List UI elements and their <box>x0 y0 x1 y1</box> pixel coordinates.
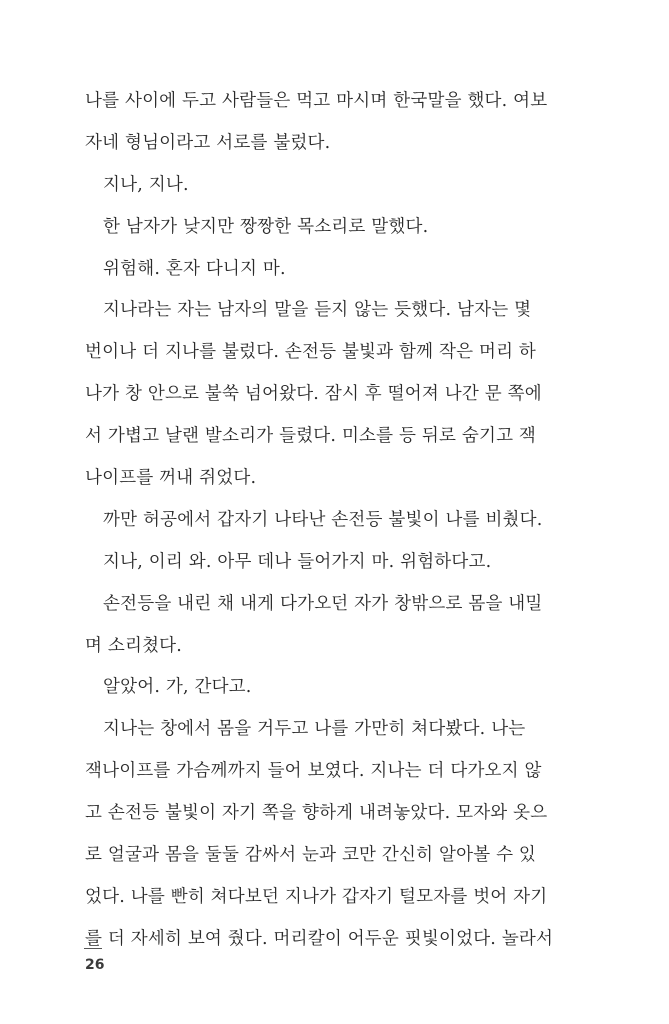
text-line: 번이나 더 지나를 불렀다. 손전등 불빛과 함께 작은 머리 하 <box>85 342 537 363</box>
text-line: 나이프를 꺼내 쥐었다. <box>85 468 257 489</box>
body-text <box>85 81 585 961</box>
text-line: 위험해. 혼자 다니지 마. <box>103 258 286 279</box>
text-line: 고 손전등 불빛이 자기 쪽을 향하게 내려놓았다. 모자와 옷으 <box>85 803 548 824</box>
text-line: 를 더 자세히 보여 줬다. 머리칼이 어두운 핏빛이었다. 놀라서 <box>85 928 554 949</box>
text-line: 서 가볍고 날랜 발소리가 들렸다. 미소를 등 뒤로 숨기고 잭 <box>85 426 537 447</box>
folio-divider <box>84 948 102 949</box>
text-line: 지나, 이리 와. 아무 데나 들어가지 마. 위험하다고. <box>103 551 492 572</box>
text-line: 잭나이프를 가슴께까지 들어 보였다. 지나는 더 다가오지 않 <box>85 761 542 782</box>
text-line: 알았어. 가, 간다고. <box>103 677 252 698</box>
text-line: 지나, 지나. <box>103 174 189 195</box>
page-number: 26 <box>85 957 105 973</box>
text-line: 까만 허공에서 갑자기 나타난 손전등 불빛이 나를 비췄다. <box>103 509 543 530</box>
text-line: 로 얼굴과 몸을 둘둘 감싸서 눈과 코만 간신히 알아볼 수 있 <box>85 845 537 866</box>
text-line: 지나는 창에서 몸을 거두고 나를 가만히 쳐다봤다. 나는 <box>103 719 526 740</box>
text-line: 손전등을 내린 채 내게 다가오던 자가 창밖으로 몸을 내밀 <box>103 593 543 614</box>
text-line: 한 남자가 낮지만 짱짱한 목소리로 말했다. <box>103 216 429 237</box>
text-line: 었다. 나를 빤히 쳐다보던 지나가 갑자기 털모자를 벗어 자기 <box>85 886 548 907</box>
text-line: 며 소리쳤다. <box>85 635 183 656</box>
text-line: 나를 사이에 두고 사람들은 먹고 마시며 한국말을 했다. 여보 <box>85 91 548 111</box>
text-line: 지나라는 자는 남자의 말을 듣지 않는 듯했다. 남자는 몇 <box>103 300 532 321</box>
text-line: 나가 창 안으로 불쑥 넘어왔다. 잠시 후 떨어져 나간 문 쪽에 <box>85 384 542 405</box>
text-line: 자네 형님이라고 서로를 불렀다. <box>85 132 331 153</box>
